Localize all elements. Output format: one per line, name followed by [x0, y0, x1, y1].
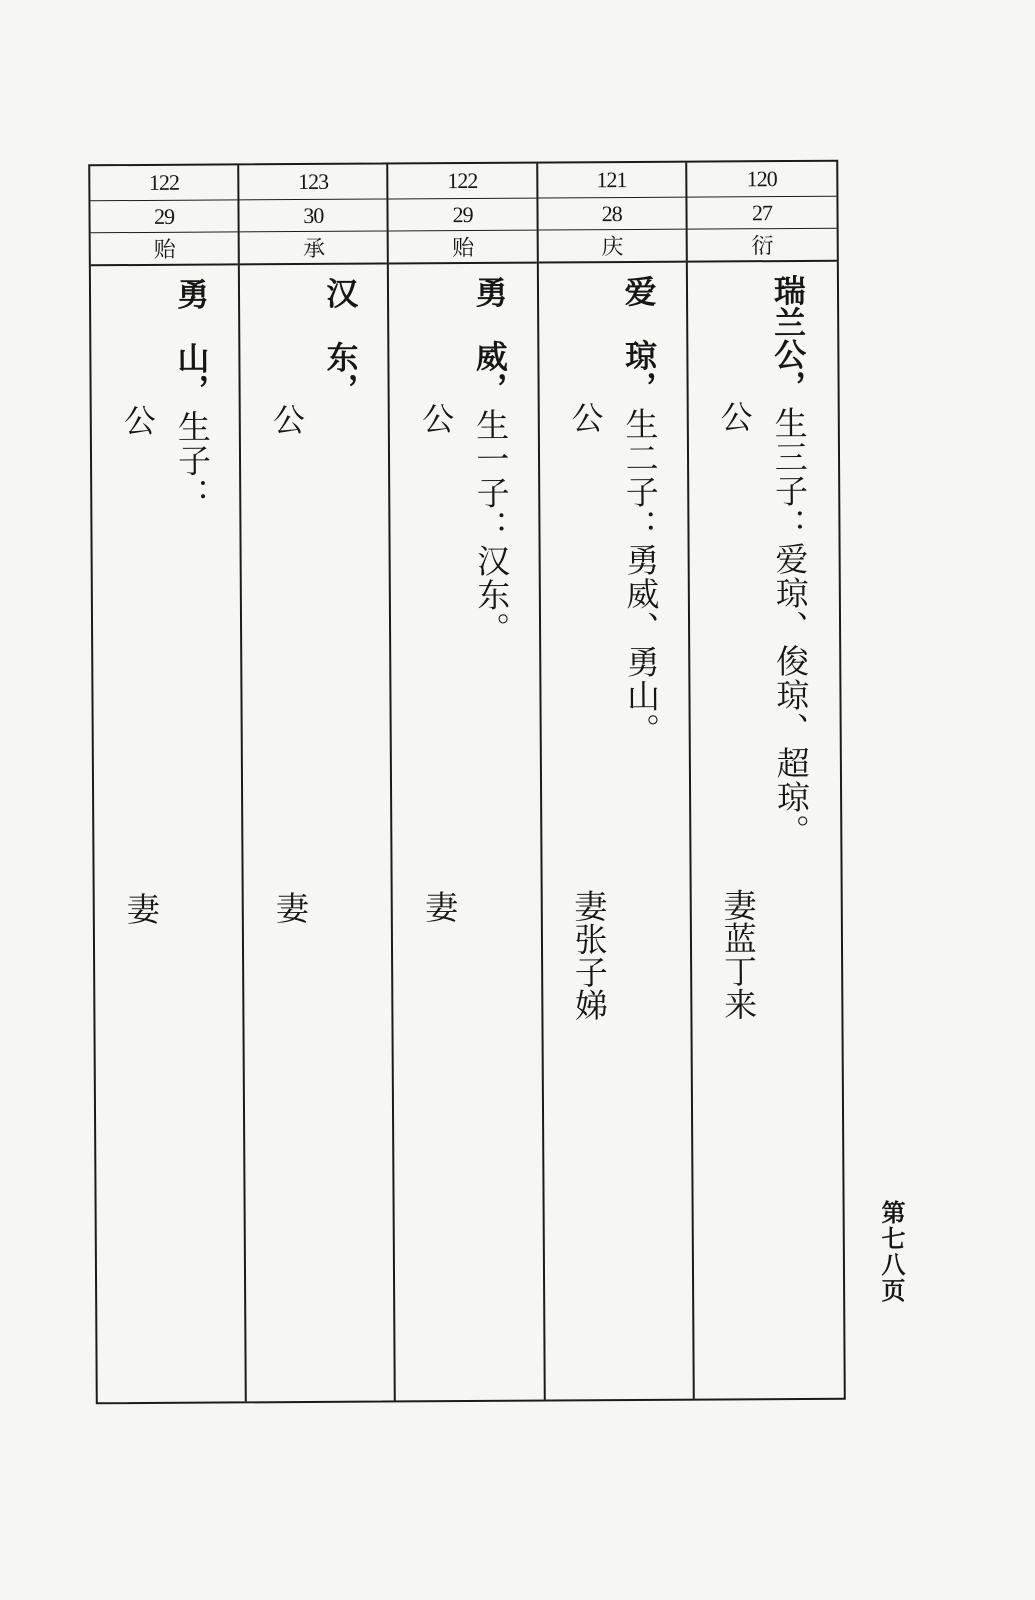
gong-label: 公	[417, 402, 456, 435]
generation-character: 庆	[538, 230, 685, 264]
wife-label: 妻张子娣	[569, 889, 610, 1022]
person-name: 瑞兰公，	[768, 273, 808, 403]
generation-character: 承	[240, 231, 387, 265]
generation-number: 29	[389, 199, 536, 232]
person-name: 勇 威，	[470, 275, 510, 404]
generation-number: 28	[538, 198, 685, 231]
entry-text: 生一子：汉东。	[471, 407, 512, 646]
person-name: 汉 东，	[321, 276, 360, 405]
column-aiqiong	[538, 163, 695, 1400]
generation-character: 贻	[389, 231, 536, 265]
generation-number: 30	[240, 199, 387, 232]
page-ref: 121	[538, 163, 685, 199]
column-ruilan	[687, 162, 844, 1399]
entry-text: 生子：	[172, 409, 213, 512]
column-yongwei	[389, 164, 546, 1401]
person-name: 爱 琼，	[619, 274, 659, 404]
wife-label: 妻蓝丁来	[718, 888, 759, 1021]
genealogy-table	[88, 160, 846, 1405]
gong-label: 公	[118, 403, 157, 437]
page-ref: 122	[389, 164, 536, 200]
page-number: 第七八页	[877, 1200, 906, 1304]
wife-label: 妻	[270, 890, 311, 925]
generation-character: 贻	[91, 232, 238, 266]
wife-label: 妻	[121, 891, 161, 926]
entry-text: 生三子：爱琼、俊琼、超琼。	[769, 405, 812, 849]
gong-label: 公	[715, 400, 754, 433]
generation-number: 27	[687, 197, 836, 230]
wife-label: 妻	[420, 890, 460, 924]
page-ref: 123	[239, 164, 386, 200]
generation-number: 29	[90, 200, 237, 233]
column-yongshan	[90, 165, 247, 1402]
page-ref: 120	[687, 162, 836, 198]
person-name: 勇 山，	[171, 277, 211, 406]
entry-text: 生二子：勇威、勇山。	[620, 406, 662, 748]
page-ref: 122	[90, 165, 237, 201]
gong-label: 公	[566, 401, 605, 434]
column-handong	[239, 164, 396, 1401]
gong-label: 公	[267, 402, 307, 436]
generation-character: 衍	[687, 229, 836, 263]
